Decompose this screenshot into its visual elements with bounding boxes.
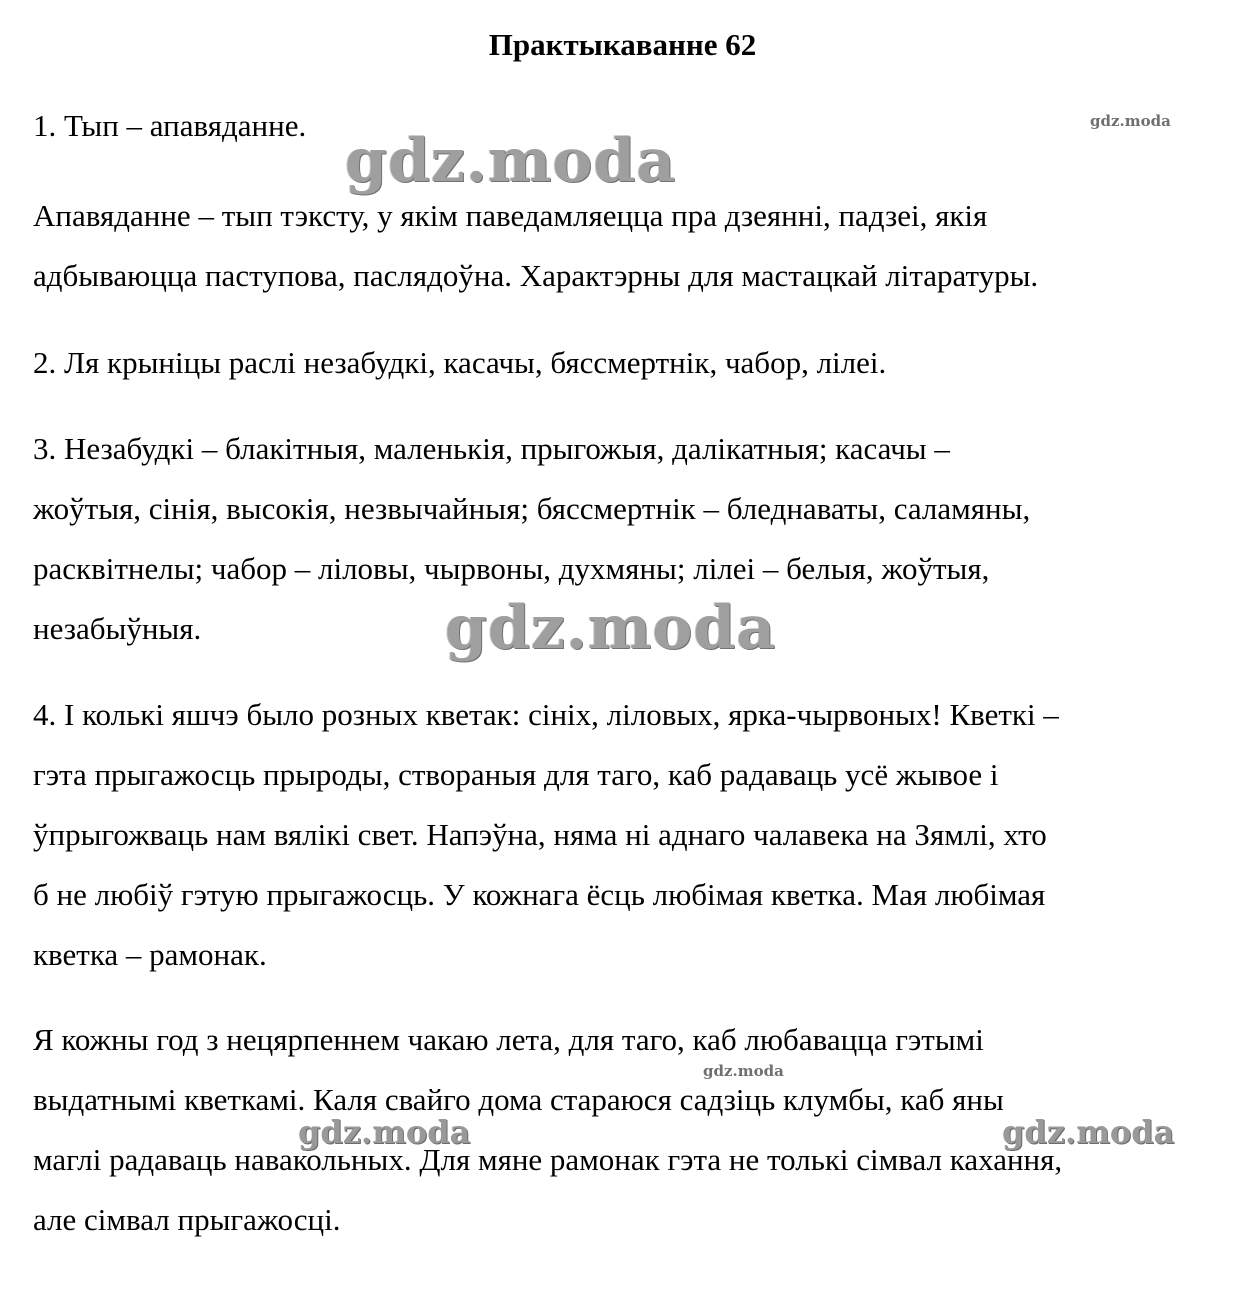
text-line: адбываюцца паступова, паслядоўна. Характэрны для мастацкай літаратуры. bbox=[33, 258, 1039, 293]
text-line: Я кожны год з нецярпеннем чакаю лета, для таго, каб любавацца гэтымі bbox=[33, 1022, 984, 1057]
text-line: 3. Незабудкі – блакітныя, маленькія, прыгожыя, далікатныя; касачы – bbox=[33, 431, 950, 466]
text-line: маглі радаваць навакольных. Для мяне рамонак гэта не толькі сімвал кахання, bbox=[33, 1142, 1063, 1177]
text-line: расквітнелы; чабор – ліловы, чырвоны, духмяны; лілеі – белыя, жоўтыя, bbox=[33, 551, 990, 586]
text-line: кветка – рамонак. bbox=[33, 937, 267, 972]
watermark: gdz.moda bbox=[703, 1062, 784, 1080]
text-line: Апавяданне – тып тэксту, у якім паведамляецца пра дзеянні, падзеі, якія bbox=[33, 198, 988, 233]
text-line: 4. І колькі яшчэ было розных кветак: сініх, ліловых, ярка-чырвоных! Кветкі – bbox=[33, 697, 1059, 732]
text-line: б не любіў гэтую прыгажосць. У кожнага ёсць любімая кветка. Мая любімая bbox=[33, 877, 1046, 912]
text-line: жоўтыя, сінія, высокія, незвычайныя; бяссмертнік – бледнаваты, саламяны, bbox=[33, 491, 1031, 526]
watermark: gdz.moda bbox=[1002, 1113, 1175, 1151]
text-line: выдатнымі кветкамі. Каля свайго дома стараюся садзіць клумбы, каб яны bbox=[33, 1082, 1004, 1117]
watermark: gdz.moda bbox=[445, 593, 777, 663]
answer-4 bbox=[33, 685, 1213, 985]
watermark: gdz.moda bbox=[345, 126, 677, 196]
answer-2 bbox=[33, 333, 1213, 393]
watermark: gdz.moda bbox=[298, 1113, 471, 1151]
page-title: Практыкаванне 62 bbox=[488, 27, 757, 62]
text-line: незабыўныя. bbox=[33, 611, 202, 646]
text-line: 2. Ля крыніцы раслі незабудкі, касачы, бяссмертнік, чабор, лілеі. bbox=[33, 345, 887, 380]
text-line: ўпрыгожваць нам вялікі свет. Напэўна, няма ні аднаго чалавека на Зямлі, хто bbox=[33, 817, 1047, 852]
text-line: 1. Тып – апавяданне. bbox=[33, 108, 307, 143]
text-line: гэта прыгажосць прыроды, створаныя для таго, каб радаваць усё жывое і bbox=[33, 757, 999, 792]
watermark: gdz.moda bbox=[1090, 112, 1171, 130]
answer-1-definition bbox=[33, 186, 1213, 306]
text-line: але сімвал прыгажосці. bbox=[33, 1202, 341, 1237]
